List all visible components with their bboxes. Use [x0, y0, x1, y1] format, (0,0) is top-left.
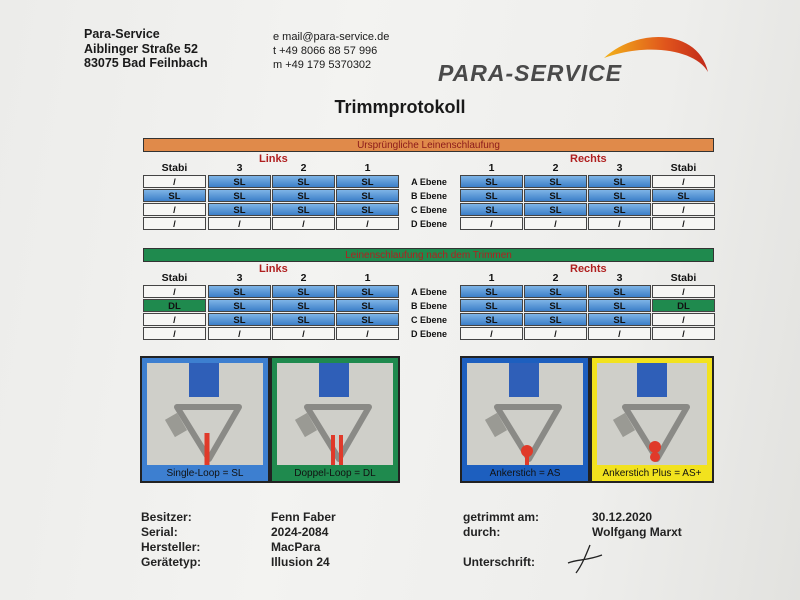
ebene-label: A Ebene: [411, 287, 447, 297]
loop-cell: SL: [588, 285, 651, 298]
label-durch: durch:: [463, 525, 501, 539]
legend-caption: Ankerstich = AS: [489, 468, 561, 479]
column-header: Stabi: [670, 272, 697, 284]
section-original: [143, 138, 714, 230]
links-label: Links: [259, 153, 288, 165]
column-header: 2: [300, 272, 307, 284]
loop-cell: /: [652, 285, 715, 298]
label-besitzer: Besitzer:: [141, 510, 192, 524]
label-getrimmt: getrimmt am:: [463, 510, 540, 524]
label-serial: Serial:: [141, 525, 178, 539]
loop-cell: SL: [588, 313, 651, 326]
loop-cell: /: [336, 217, 399, 230]
loop-cell: SL: [460, 313, 523, 326]
loop-cell: /: [588, 327, 651, 340]
owner-values: [271, 510, 336, 570]
value-serial: 2024-2084: [271, 525, 329, 539]
loop-cell: SL: [272, 203, 335, 216]
loop-cell: SL: [460, 285, 523, 298]
contact-block: [273, 30, 389, 72]
loop-cell: /: [143, 203, 206, 216]
value-durch: Wolfgang Marxt: [592, 525, 682, 539]
double-loop-photo: [277, 363, 393, 465]
loop-cell: SL: [272, 285, 335, 298]
loop-cell: /: [524, 217, 587, 230]
legend-caption: Ankerstich Plus = AS+: [602, 468, 702, 479]
loop-cell: /: [272, 217, 335, 230]
loop-cell: SL: [652, 189, 715, 202]
section-banner: Ursprüngliche Leinenschlaufung: [143, 138, 714, 152]
column-header: Stabi: [161, 162, 188, 174]
label-geraetetyp: Gerätetyp:: [141, 555, 202, 569]
loop-cell: SL: [524, 299, 587, 312]
loop-cell: SL: [460, 189, 523, 202]
para-service-logo: [436, 30, 726, 90]
loop-cell: SL: [524, 189, 587, 202]
company-name: Para-Service: [84, 27, 160, 41]
loop-cell: SL: [272, 175, 335, 188]
loop-cell: /: [208, 327, 271, 340]
ebene-label: D Ebene: [410, 219, 447, 229]
loop-cell: /: [652, 327, 715, 340]
logo-text: PARA-SERVICE: [438, 60, 623, 86]
loop-cell: SL: [143, 189, 206, 202]
loop-cell: /: [652, 217, 715, 230]
column-header: 1: [488, 162, 495, 174]
single-loop-photo: [147, 363, 263, 465]
loop-cell: /: [652, 203, 715, 216]
anchor-hitch-photo: [467, 363, 583, 465]
trim-labels: [463, 510, 539, 570]
loop-cell: DL: [652, 299, 715, 312]
owner-labels: [141, 510, 201, 570]
column-header: 3: [616, 162, 623, 174]
company-address: [84, 27, 208, 71]
column-header: 3: [616, 272, 623, 284]
legend-caption: Doppel-Loop = DL: [294, 468, 376, 479]
column-header: Stabi: [161, 272, 188, 284]
label-hersteller: Hersteller:: [141, 540, 201, 554]
loop-cell: /: [524, 327, 587, 340]
loop-cell: SL: [460, 203, 523, 216]
legend-anchor-hitch: [460, 356, 590, 483]
value-besitzer: Fenn Faber: [271, 510, 336, 524]
rechts-label: Rechts: [570, 263, 607, 275]
loop-cell: SL: [460, 299, 523, 312]
anchor-hitch-plus-photo: [597, 363, 707, 465]
loop-cell: SL: [524, 203, 587, 216]
signature-icon: [564, 541, 604, 575]
ebene-label: C Ebene: [410, 205, 447, 215]
contact-mobile: m +49 179 5370302: [273, 59, 372, 71]
value-geraetetyp: Illusion 24: [271, 555, 330, 569]
ebene-label: A Ebene: [411, 177, 447, 187]
loop-cell: /: [336, 327, 399, 340]
loop-cell: SL: [208, 189, 271, 202]
loop-cell: SL: [588, 299, 651, 312]
loop-cell: SL: [588, 189, 651, 202]
rechts-label: Rechts: [570, 153, 607, 165]
loop-cell: SL: [272, 189, 335, 202]
ebene-label: D Ebene: [410, 329, 447, 339]
loop-cell: SL: [208, 313, 271, 326]
loop-cell: /: [588, 217, 651, 230]
column-header: Stabi: [670, 162, 697, 174]
loop-cell: SL: [208, 299, 271, 312]
loop-cell: SL: [336, 189, 399, 202]
loop-cell: SL: [272, 299, 335, 312]
links-label: Links: [259, 263, 288, 275]
loop-cell: SL: [208, 175, 271, 188]
ebene-label: C Ebene: [410, 315, 447, 325]
value-getrimmt: 30.12.2020: [592, 510, 653, 524]
loop-cell: /: [143, 327, 206, 340]
loop-cell: SL: [336, 203, 399, 216]
company-city: 83075 Bad Feilnbach: [84, 56, 208, 70]
column-header: 2: [552, 272, 559, 284]
loop-cell: /: [143, 313, 206, 326]
column-header: 1: [364, 162, 371, 174]
column-header: 2: [552, 162, 559, 174]
legend-anchor-hitch-plus: [590, 356, 714, 483]
column-header: 3: [236, 162, 243, 174]
loop-cell: /: [652, 313, 715, 326]
loop-cell: SL: [460, 175, 523, 188]
loop-cell: SL: [524, 285, 587, 298]
loop-cell: SL: [208, 285, 271, 298]
section-trimmed: [143, 248, 714, 340]
legend-single-loop: [140, 356, 270, 483]
company-street: Aiblinger Straße 52: [84, 41, 198, 56]
legend-double-loop: [270, 356, 400, 483]
loop-cell: SL: [588, 175, 651, 188]
trim-values: [592, 510, 682, 540]
loop-cell: SL: [336, 285, 399, 298]
loop-cell: /: [143, 285, 206, 298]
loop-cell: SL: [272, 313, 335, 326]
column-header: 2: [300, 162, 307, 174]
loop-cell: /: [652, 175, 715, 188]
loop-cell: /: [143, 175, 206, 188]
value-hersteller: MacPara: [271, 540, 321, 554]
column-header: 1: [364, 272, 371, 284]
loop-cell: SL: [524, 313, 587, 326]
loop-cell: SL: [336, 299, 399, 312]
page-title: Trimmprotokoll: [334, 97, 466, 117]
loop-cell: SL: [336, 313, 399, 326]
ebene-label: B Ebene: [410, 191, 447, 201]
contact-phone: t +49 8066 88 57 996: [273, 45, 378, 57]
loop-cell: SL: [336, 175, 399, 188]
legend-caption: Single-Loop = SL: [166, 468, 244, 479]
label-unterschrift: Unterschrift:: [463, 555, 536, 569]
contact-email: e mail@para-service.de: [273, 31, 390, 43]
loop-cell: SL: [588, 203, 651, 216]
loop-cell: /: [272, 327, 335, 340]
column-header: 1: [488, 272, 495, 284]
loop-cell: /: [460, 327, 523, 340]
loop-cell: DL: [143, 299, 206, 312]
loop-cell: /: [460, 217, 523, 230]
section-banner: Leinenschlaufung nach dem Trimmen: [143, 248, 714, 262]
column-header: 3: [236, 272, 243, 284]
ebene-label: B Ebene: [410, 301, 447, 311]
loop-cell: SL: [524, 175, 587, 188]
loop-cell: /: [143, 217, 206, 230]
loop-cell: SL: [208, 203, 271, 216]
loop-cell: /: [208, 217, 271, 230]
